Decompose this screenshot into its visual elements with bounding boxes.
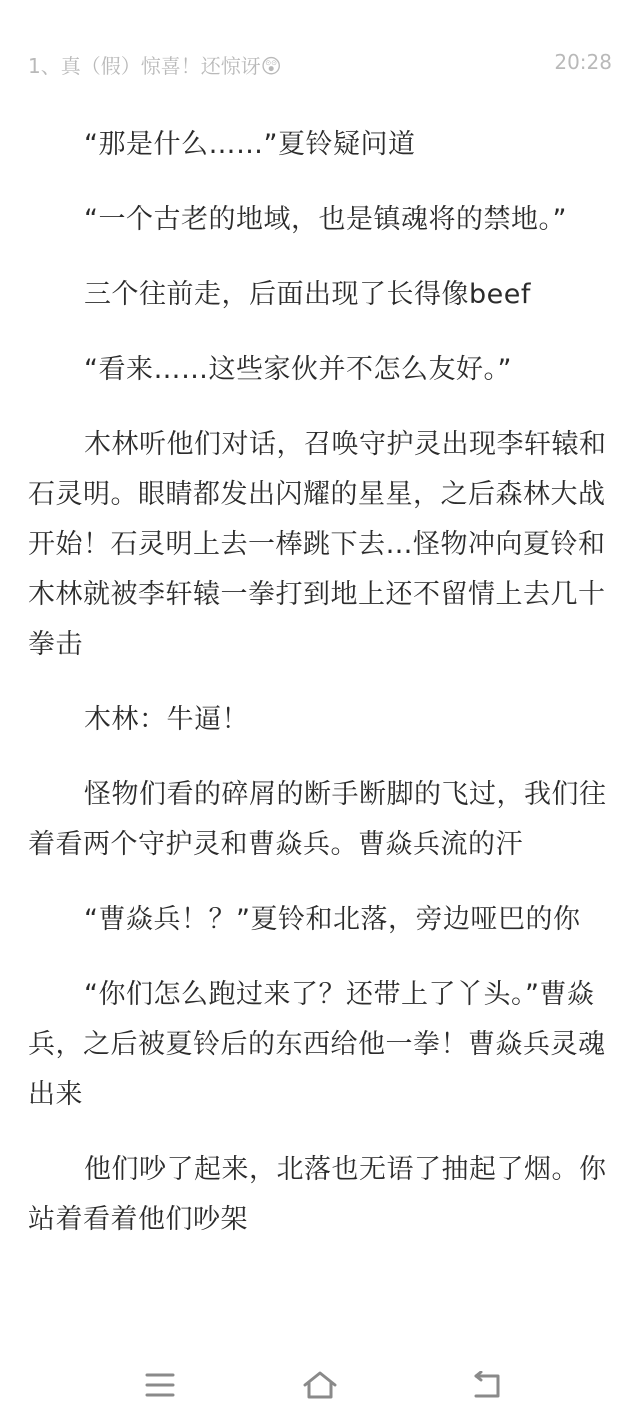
- paragraph: “看来……这些家伙并不怎么友好。”: [84, 354, 512, 385]
- reader-content[interactable]: [28, 120, 612, 1270]
- paragraph: “你们怎么跑过来了？还带上了丫头。”曹焱兵，之后被夏铃后的东西给他一拳！曹焱兵灵魂出来: [28, 979, 606, 1110]
- chapter-title: 1、真（假）惊喜！还惊讶😲: [28, 54, 282, 78]
- paragraph: 他们吵了起来，北落也无语了抽起了烟。你站着看着他们吵架: [28, 1154, 607, 1235]
- menu-button[interactable]: [130, 1360, 190, 1410]
- navigation-bar: [0, 1350, 640, 1422]
- paragraph: “那是什么……”夏铃疑问道: [84, 129, 416, 160]
- paragraph: 木林：牛逼！: [84, 704, 249, 735]
- paragraph: 木林听他们对话，召唤守护灵出现李轩辕和石灵明。眼睛都发出闪耀的星星，之后森林大战开始！石灵明上去一棒跳下去…怪物冲向夏铃和木林就被李轩辕一拳打到地上还不留情上去几十拳击: [28, 429, 607, 660]
- clock: 20:28: [554, 50, 612, 74]
- paragraph: “一个古老的地域，也是镇魂将的禁地。”: [84, 204, 567, 235]
- back-button[interactable]: [458, 1360, 518, 1410]
- paragraph: 怪物们看的碎屑的断手断脚的飞过，我们往着看两个守护灵和曹焱兵。曹焱兵流的汗: [28, 779, 607, 860]
- home-button[interactable]: [290, 1360, 350, 1410]
- paragraph: “曹焱兵！？”夏铃和北落，旁边哑巴的你: [84, 904, 581, 935]
- back-icon: [472, 1371, 504, 1399]
- home-icon: [302, 1370, 338, 1400]
- status-bar: [0, 0, 640, 110]
- paragraph: 三个往前走，后面出现了长得像beef: [84, 279, 531, 310]
- menu-icon: [145, 1372, 175, 1398]
